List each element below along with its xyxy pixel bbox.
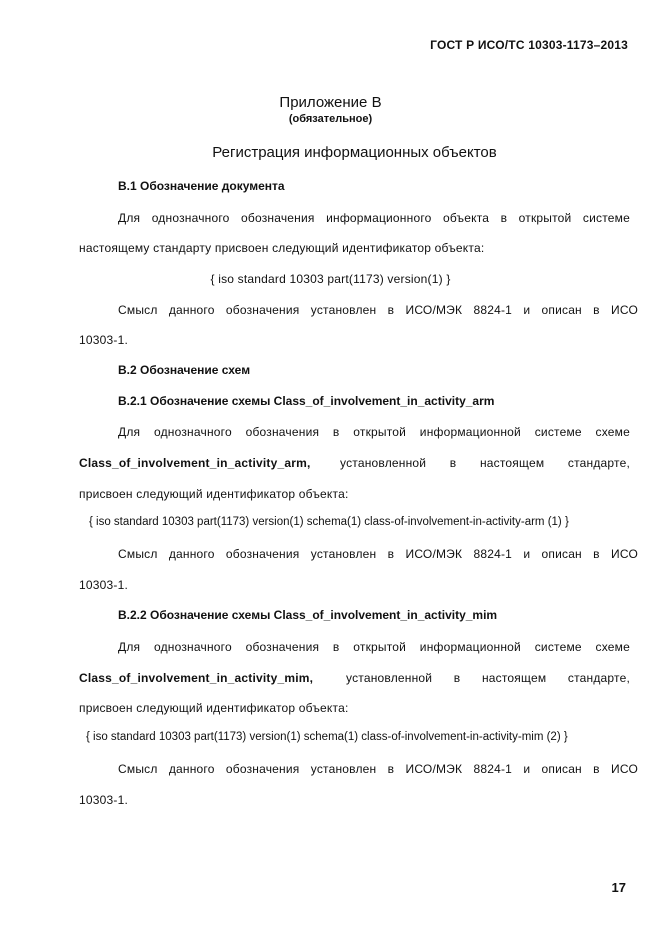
b22-schema-name: Class_of_involvement_in_activity_mim,: [79, 671, 314, 685]
heading-b22: В.2.2 Обозначение схемы Class_of_involvement_in_activity_mim: [118, 608, 498, 622]
b22-identifier: { iso standard 10303 part(1173) version(1) schema(1) class-of-involvement-in-activity-mim (2) }: [86, 731, 568, 743]
page-number: 17: [611, 880, 626, 895]
b21-identifier: { iso standard 10303 part(1173) version(1) schema(1) class-of-involvement-in-activity-arm (1) }: [89, 516, 569, 528]
b21-para2-line2: 10303-1.: [79, 578, 128, 592]
b21-para1-line2-rest: установленной в настоящем стандарте,: [340, 456, 630, 470]
b21-para1-line2: [79, 456, 630, 470]
heading-b21: В.2.1 Обозначение схемы Class_of_involvement_in_activity_arm: [118, 394, 495, 408]
b1-para2-line2: 10303-1.: [79, 333, 128, 347]
b1-identifier: { iso standard 10303 part(1173) version(1) }: [210, 272, 451, 286]
section-title: Регистрация информационных объектов: [212, 144, 497, 161]
b22-para1-line2-rest: установленной в настоящем стандарте,: [346, 671, 630, 685]
appendix-subtitle: (обязательное): [288, 113, 373, 125]
b1-para1-line1: Для однозначного обозначения информационного объекта в открытой системе: [118, 211, 630, 225]
b22-para1-line3: присвоен следующий идентификатор объекта:: [79, 701, 349, 715]
document-header-code: ГОСТ Р ИСО/ТС 10303-1173–2013: [430, 38, 628, 52]
b21-schema-name: Class_of_involvement_in_activity_arm,: [79, 456, 311, 470]
heading-b1: В.1 Обозначение документа: [118, 179, 285, 193]
b22-para1-line1: Для однозначного обозначения в открытой информационной системе схеме: [118, 640, 630, 654]
b22-para2-line1: Смысл данного обозначения установлен в ИСО/МЭК 8824-1 и описан в ИСО: [118, 762, 638, 776]
appendix-title: Приложение В: [279, 94, 382, 111]
heading-b2: В.2 Обозначение схем: [118, 363, 251, 377]
b21-para2-line1: Смысл данного обозначения установлен в ИСО/МЭК 8824-1 и описан в ИСО: [118, 547, 638, 561]
b1-para1-line2: настоящему стандарту присвоен следующий идентификатор объекта:: [79, 241, 485, 255]
b21-para1-line3: присвоен следующий идентификатор объекта:: [79, 487, 349, 501]
b22-para1-line2: [79, 671, 630, 685]
b22-para2-line2: 10303-1.: [79, 793, 128, 807]
b21-para1-line1: Для однозначного обозначения в открытой информационной системе схеме: [118, 425, 630, 439]
b1-para2-line1: Смысл данного обозначения установлен в ИСО/МЭК 8824-1 и описан в ИСО: [118, 303, 638, 317]
